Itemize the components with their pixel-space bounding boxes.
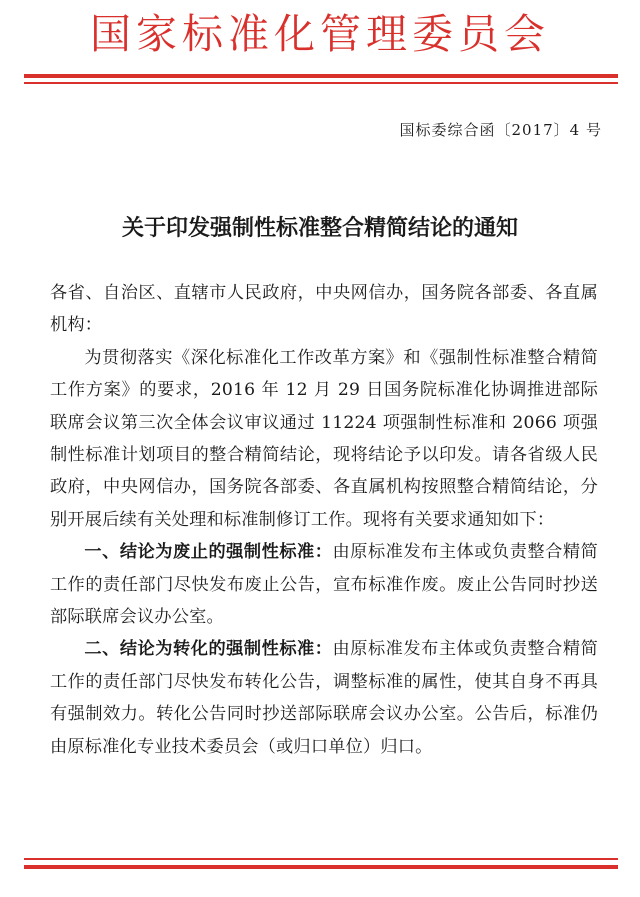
item-2-heading: 二、结论为转化的强制性标准： [84,639,333,660]
footer-rule-thick [24,865,618,869]
salutation: 各省、自治区、直辖市人民政府，中央网信办，国务院各部委、各直属机构： [50,283,598,336]
item-1-paragraph [50,536,598,633]
item-2-text: 由原标准发布主体或负责整合精简工作的责任部门尽快发布转化公告，调整标准的属性，使其自身不再具有强制效力。转化公告同时抄送部际联席会议办公室。公告后，标准仍由原标准化专业技术委员会（或归口单位）归口。 [50,639,598,757]
issuing-organization-header: 国家标准化管理委员会 [90,10,550,58]
intro-paragraph: 为贯彻落实《深化标准化工作改革方案》和《强制性标准整合精简工作方案》的要求，2016 年 12 月 29 日国务院标准化协调推进部际联席会议第三次全体会议审议通过 11224 项强制性标准和 2066 项强制性标准计划项目的整合精简结论，现将结论予以印发。请各省级人民政府，中央网信办，国务院各部委、各直属机构按照整合精简结论，分别开展后续有关处理和标准制修订工作。现将有关要求通知如下： [50,347,598,530]
header-rule-thin [24,82,618,84]
item-2-paragraph [50,633,598,763]
item-1-heading: 一、结论为废止的强制性标准： [84,542,333,563]
footer-rule-thin [24,858,618,860]
document-title: 关于印发强制性标准整合精简结论的通知 [121,216,518,241]
document-number: 国标委综合函〔2017〕4 号 [399,121,602,139]
document-body [50,277,598,763]
header-rule-thick [24,74,618,78]
item-1-text: 由原标准发布主体或负责整合精简工作的责任部门尽快发布废止公告，宣布标准作废。废止公告同时抄送部际联席会议办公室。 [50,542,598,628]
